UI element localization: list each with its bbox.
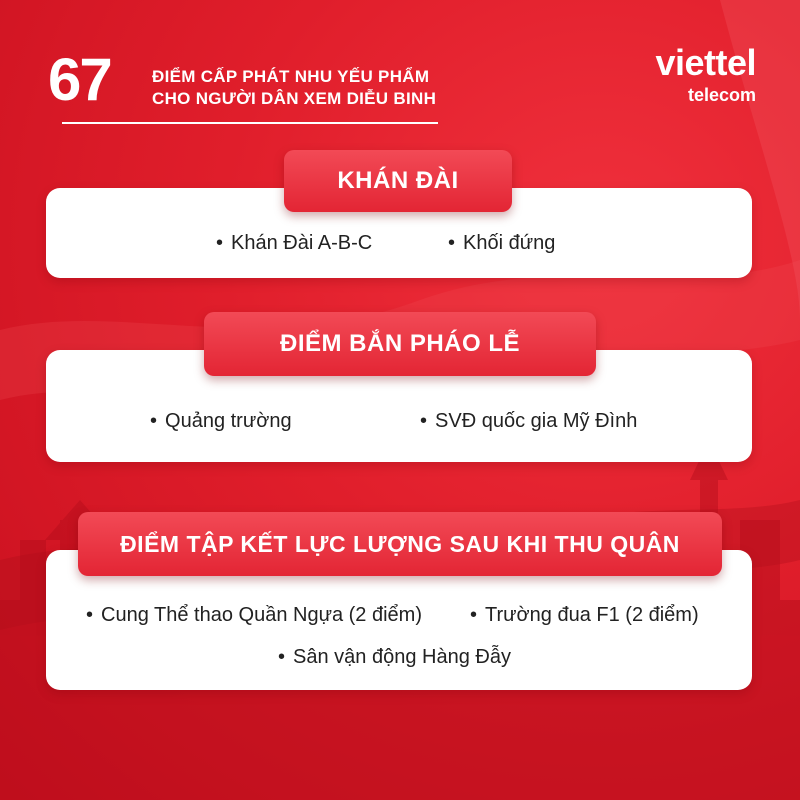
section-heading-diem-ban-phao-le: ĐIỂM BẮN PHÁO LỄ [204,312,596,376]
title-underline [62,122,438,124]
list-item [420,410,637,433]
list-item [278,646,511,669]
page-title [152,66,436,110]
section-heading-khan-dai: KHÁN ĐÀI [284,150,512,212]
list-item-label: Sân vận động Hàng Đẫy [293,646,511,668]
bullet-icon: • [216,232,224,254]
section-heading-diem-tap-ket: ĐIỂM TẬP KẾT LỰC LƯỢNG SAU KHI THU QUÂN [78,512,722,576]
list-item [86,604,422,627]
list-item [150,410,292,433]
list-item-label: Khối đứng [463,232,556,254]
point-count: 67 [48,46,111,113]
header [0,0,800,140]
list-item-label: Cung Thể thao Quần Ngựa (2 điểm) [101,604,422,626]
bullet-icon: • [150,410,158,432]
list-item [216,232,372,255]
title-line-2: CHO NGƯỜI DÂN XEM DIỄU BINH [152,89,437,108]
list-item [448,232,555,255]
list-item-label: SVĐ quốc gia Mỹ Đình [435,410,638,432]
logo-wordmark: viettel [655,42,756,83]
list-item [470,604,699,627]
logo-subtitle: telecom [687,85,756,105]
list-item-label: Quảng trường [165,410,292,432]
bullet-icon: • [470,604,478,626]
viettel-logo [655,44,756,106]
list-item-label: Trường đua F1 (2 điểm) [485,604,699,626]
list-item-label: Khán Đài A-B-C [231,232,373,254]
bullet-icon: • [86,604,94,626]
bullet-icon: • [448,232,456,254]
bullet-icon: • [420,410,428,432]
bullet-icon: • [278,646,286,668]
title-line-1: ĐIỂM CẤP PHÁT NHU YẾU PHẨM [152,67,430,86]
